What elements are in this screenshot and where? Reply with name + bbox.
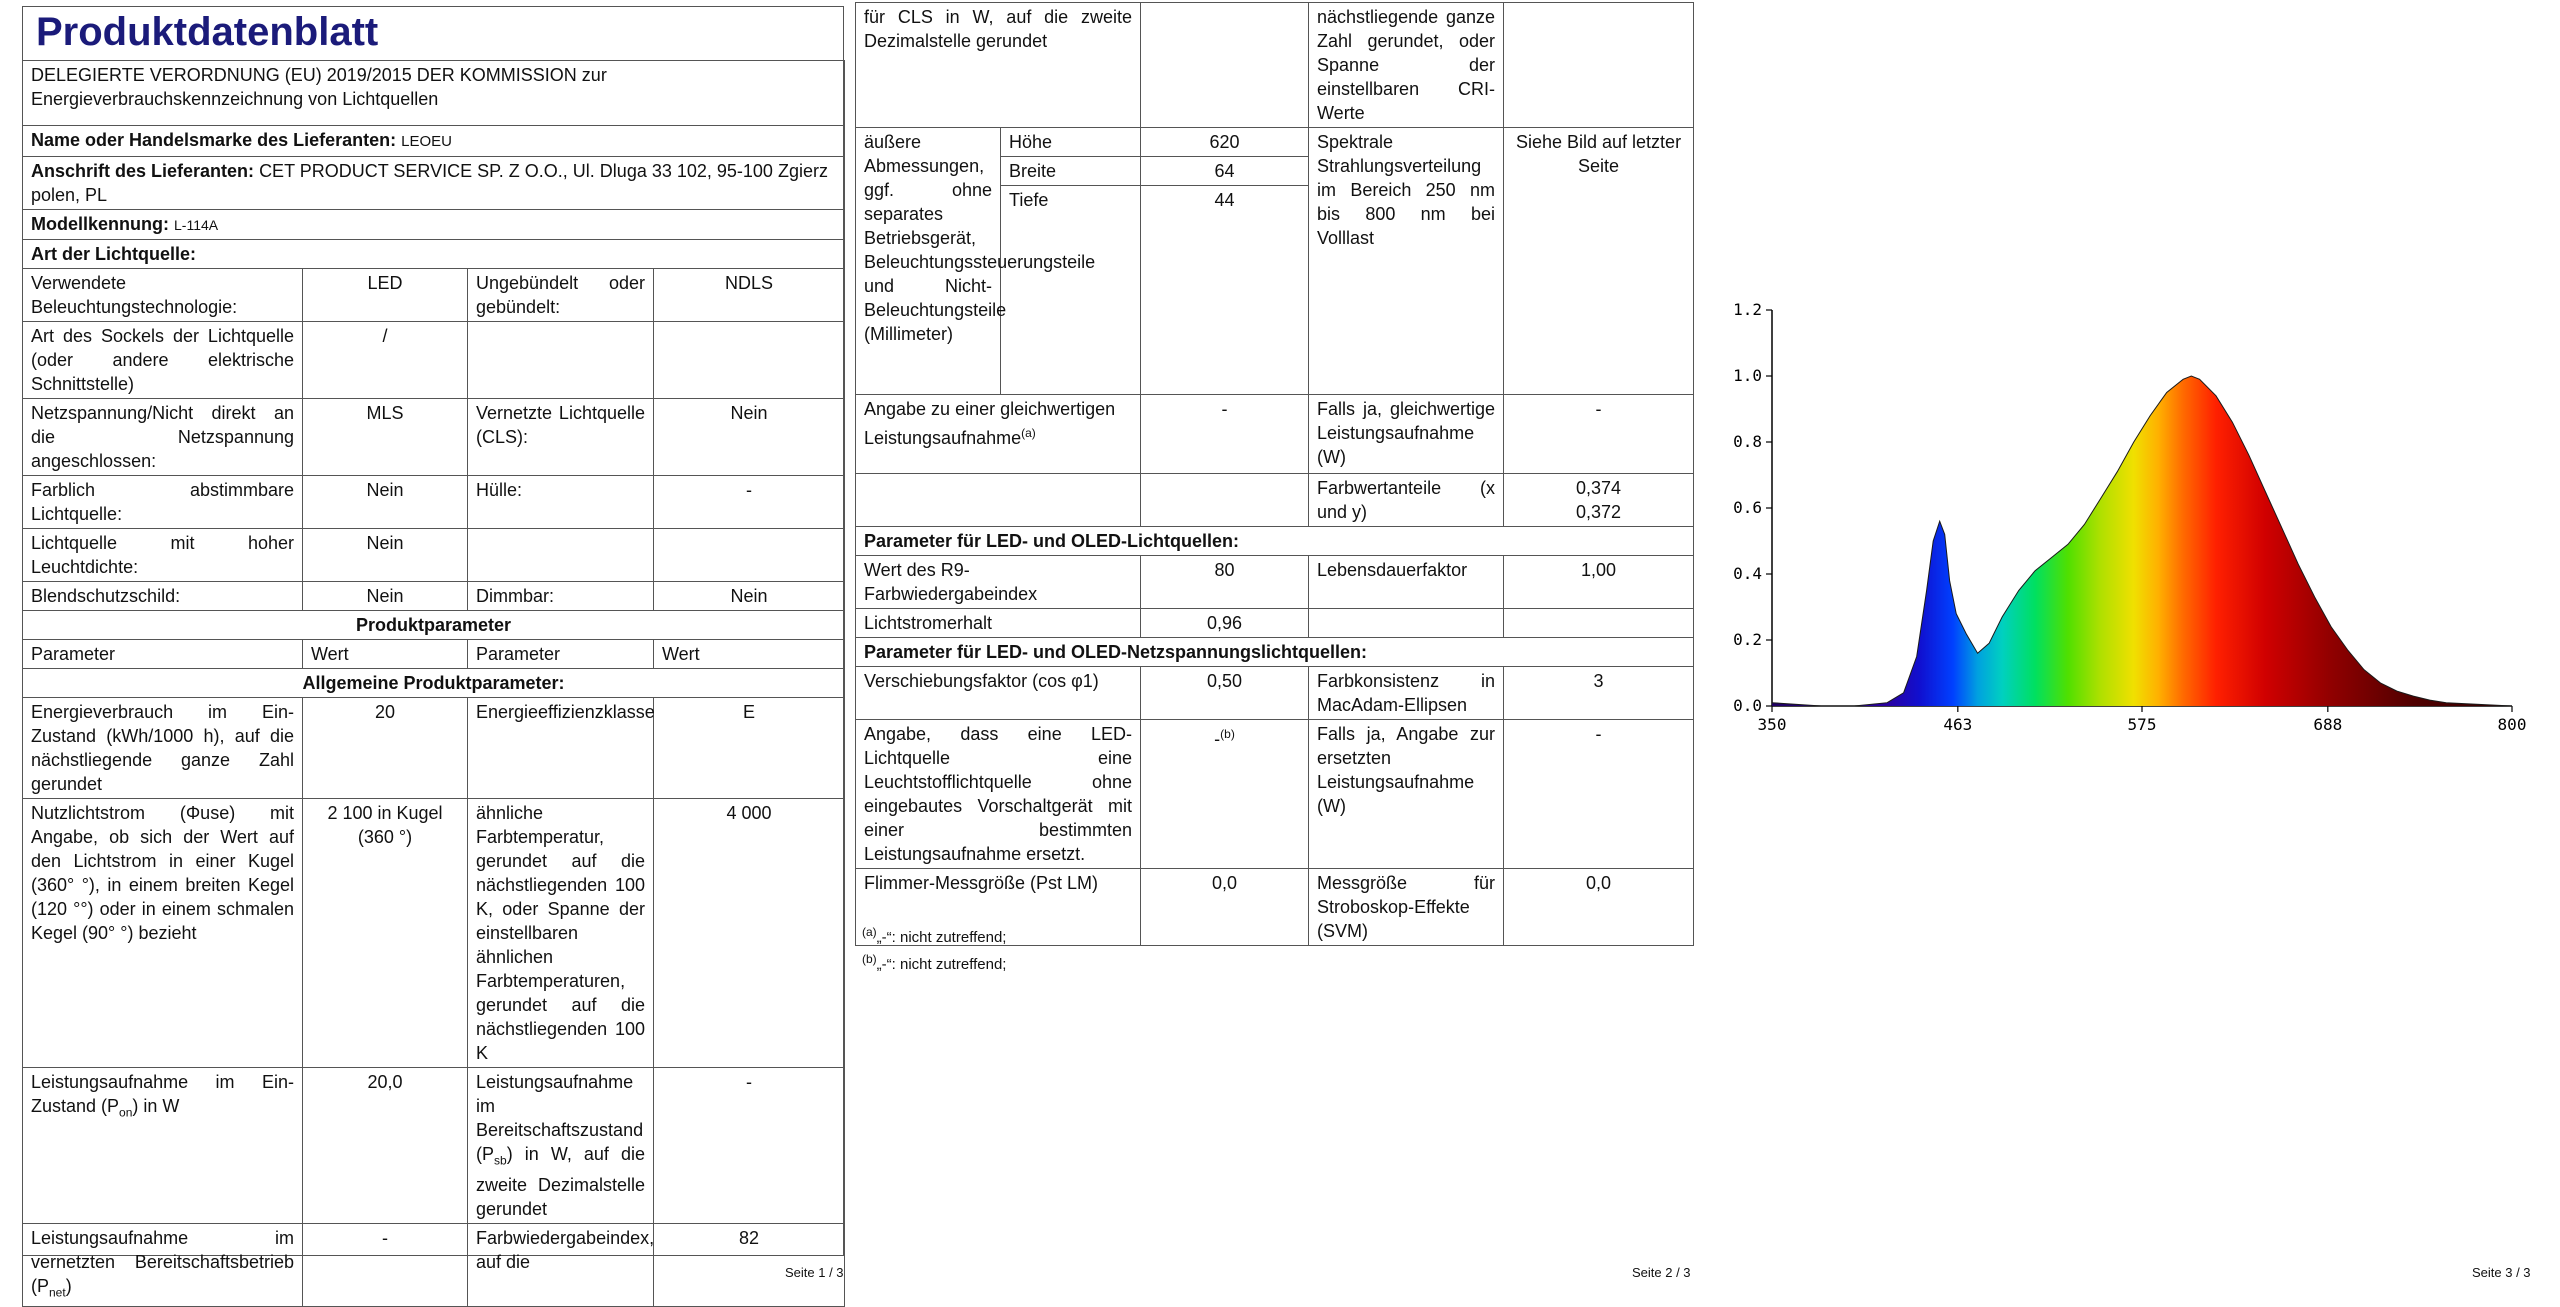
colour-tunable-value: Nein <box>303 476 468 529</box>
envelope-value: - <box>654 476 845 529</box>
pnet-label <box>23 1223 303 1307</box>
bundled-value: NDLS <box>654 269 845 322</box>
pon-subscript: on <box>119 1105 133 1120</box>
dimension-name: Höhe <box>1001 128 1141 157</box>
socket-value: / <box>303 322 468 399</box>
light-source-type-heading: Art der Lichtquelle: <box>23 240 845 269</box>
chromaticity-label: Farbwertanteile (x und y) <box>1309 474 1504 527</box>
equiv-label <box>856 395 1141 474</box>
y-tick-label: 1.2 <box>1733 300 1762 319</box>
colour-consistency-label: Farbkonsistenz in MacAdam-Ellipsen <box>1309 667 1504 720</box>
dimension-name: Tiefe <box>1001 186 1141 395</box>
page-3 <box>1700 0 2560 1280</box>
y-tick-label: 0.4 <box>1733 564 1762 583</box>
equiv-value: - <box>1141 395 1309 474</box>
empty-cell <box>1309 609 1504 638</box>
datasheet-table-1 <box>22 60 845 1307</box>
chromaticity-y: 0,372 <box>1575 502 1622 522</box>
footnote-a-text: „-“: nicht zutreffend; <box>876 929 1007 946</box>
svm-value: 0,0 <box>1504 869 1694 946</box>
replaced-power-label: Falls ja, Angabe zur ersetzten Leistungsaufnahme (W) <box>1309 720 1504 869</box>
dimmable-value: Nein <box>654 582 845 611</box>
colour-tunable-label: Farblich abstimmbare Lichtquelle: <box>23 476 303 529</box>
page-title: Produktdatenblatt <box>36 10 379 54</box>
replacement-claim-value <box>1141 720 1309 869</box>
socket-label: Art des Sockels der Lichtquelle (oder andere elektrische Schnittstelle) <box>23 322 303 399</box>
colour-consistency-value: 3 <box>1504 667 1694 720</box>
flux-label: Nutzlichtstrom (Φuse) mit Angabe, ob sich der Wert auf den Lichtstrom in einer Kugel (360° °), in einem breiten Kegel (120 °°) oder in einem schmalen Kegel (90° °) bezieht <box>23 799 303 1068</box>
empty-cell <box>1141 3 1309 128</box>
x-tick-label: 800 <box>2497 715 2527 734</box>
y-tick-label: 0.0 <box>1733 696 1762 715</box>
cri-value: 82 <box>654 1223 845 1307</box>
page-number: Seite 1 / 3 <box>785 1265 844 1280</box>
spectral-distribution-chart <box>1700 0 2560 760</box>
x-tick-label: 688 <box>2313 715 2343 734</box>
pnet-value: - <box>303 1223 468 1307</box>
replacement-claim-label: Angabe, dass eine LED-Lichtquelle eine Leuchtstofflichtquelle ohne eingebautes Vorschaltgerät mit einer bestimmten Leistungsaufnahme ersetzt. <box>856 720 1141 869</box>
product-params-heading: Produktparameter <box>23 611 845 640</box>
replacement-claim-dash: - <box>1214 729 1221 749</box>
footnote-b-mark: (b) <box>862 952 877 966</box>
model-row <box>23 210 845 240</box>
replacement-footnote-mark: (b) <box>1220 727 1235 741</box>
dimension-value: 44 <box>1141 186 1309 395</box>
x-tick-label: 463 <box>1943 715 1973 734</box>
svm-label: Messgröße für Stroboskop-Effekte (SVM) <box>1309 869 1504 946</box>
flicker-label: Flimmer-Messgröße (Pst LM) <box>856 869 1141 946</box>
equiv-footnote-mark: (a) <box>1021 426 1036 440</box>
r9-value: 80 <box>1141 556 1309 609</box>
empty-cell <box>1504 3 1694 128</box>
empty-cell <box>468 322 654 399</box>
spd-label: Spektrale Strahlungsverteilung im Bereich 250 nm bis 800 nm bei Volllast <box>1309 128 1504 395</box>
envelope-label: Hülle: <box>468 476 654 529</box>
equiv-power-label: Falls ja, gleichwertige Leistungsaufnahme (W) <box>1309 395 1504 474</box>
page-2 <box>850 0 1700 1280</box>
replaced-power-value: - <box>1504 720 1694 869</box>
psb-label-text: Leistungsaufnahme im Bereitschaftszustand (P <box>476 1072 644 1164</box>
efficiency-class-value: E <box>654 698 845 799</box>
model-label: Modellkennung: <box>31 214 169 234</box>
pon-value: 20,0 <box>303 1068 468 1224</box>
energy-on-value: 20 <box>303 698 468 799</box>
lumen-maintenance-label: Lichtstromerhalt <box>856 609 1141 638</box>
cls-value: Nein <box>654 399 845 476</box>
footnote-a <box>862 925 1006 946</box>
supplier-address-value: CET PRODUCT SERVICE SP. Z O.O., Ul. Dluga 33 102, 95-100 Zgierz polen, PL <box>31 161 828 205</box>
glare-label: Blendschutzschild: <box>23 582 303 611</box>
tech-value: LED <box>303 269 468 322</box>
mains-label: Netzspannung/Nicht direkt an die Netzspannung angeschlossen: <box>23 399 303 476</box>
model-value: L-114A <box>174 217 219 233</box>
supplier-address-label: Anschrift des Lieferanten: <box>31 161 255 181</box>
survival-factor-label: Lebensdauerfaktor <box>1309 556 1504 609</box>
y-tick-label: 1.0 <box>1733 366 1762 385</box>
psb-label-text-end: ) in W, auf die zweite Dezimalstelle gerundet <box>476 1144 645 1219</box>
continued-left-text: für CLS in W, auf die zweite Dezimalstelle gerundet <box>856 3 1141 128</box>
page-number: Seite 2 / 3 <box>1632 1265 1691 1280</box>
psb-subscript: sb <box>494 1153 507 1168</box>
supplier-name-label: Name oder Handelsmarke des Lieferanten: <box>31 130 397 150</box>
led-params-heading: Parameter für LED- und OLED-Lichtquellen: <box>856 527 1694 556</box>
spectrum-area <box>1772 376 2512 706</box>
empty-cell <box>1504 609 1694 638</box>
flux-value: 2 100 in Kugel (360 °) <box>303 799 468 1068</box>
bundled-label: Ungebündelt oder gebündelt: <box>468 269 654 322</box>
psb-value: - <box>654 1068 845 1224</box>
equiv-label-text: Angabe zu einer gleichwertigen Leistungsaufnahme <box>864 399 1116 448</box>
chromaticity-value <box>1504 474 1694 527</box>
general-params-heading: Allgemeine Produktparameter: <box>23 669 845 698</box>
chart-plot-area <box>1733 300 2526 734</box>
footnote-a-mark: (a) <box>862 925 877 939</box>
footnote-b-text: „-“: nicht zutreffend; <box>876 956 1007 973</box>
displacement-factor-label: Verschiebungsfaktor (cos φ1) <box>856 667 1141 720</box>
supplier-name-row <box>23 126 845 157</box>
cls-label: Vernetzte Lichtquelle (CLS): <box>468 399 654 476</box>
datasheet-table-2 <box>855 2 1694 946</box>
dimension-value: 620 <box>1141 128 1309 157</box>
y-tick-label: 0.8 <box>1733 432 1762 451</box>
tech-label: Verwendete Beleuchtungstechnologie: <box>23 269 303 322</box>
displacement-factor-value: 0,50 <box>1141 667 1309 720</box>
chromaticity-x: 0,374 <box>1575 478 1622 498</box>
empty-cell <box>1141 474 1309 527</box>
r9-label: Wert des R9-Farbwiedergabeindex <box>856 556 1141 609</box>
spd-value: Siehe Bild auf letzter Seite <box>1504 128 1694 395</box>
survival-factor-value: 1,00 <box>1504 556 1694 609</box>
page-number: Seite 3 / 3 <box>2472 1265 2531 1280</box>
pnet-label-text: Leistungsaufnahme im vernetzten Bereitschaftsbetrieb (P <box>31 1227 294 1296</box>
col-header-param: Parameter <box>468 640 654 669</box>
mains-value: MLS <box>303 399 468 476</box>
efficiency-class-label: Energieeffizienzklasse <box>468 698 654 799</box>
footnote-b <box>862 952 1006 973</box>
y-tick-label: 0.2 <box>1733 630 1762 649</box>
empty-cell <box>468 529 654 582</box>
pnet-label-text-end: ) <box>65 1275 72 1296</box>
x-tick-label: 575 <box>2127 715 2157 734</box>
col-header-param: Parameter <box>23 640 303 669</box>
dimmable-label: Dimmbar: <box>468 582 654 611</box>
energy-on-label: Energieverbrauch im Ein-Zustand (kWh/1000 h), auf die nächstliegende ganze Zahl gerundet <box>23 698 303 799</box>
high-luminance-label: Lichtquelle mit hoher Leuchtdichte: <box>23 529 303 582</box>
high-luminance-value: Nein <box>303 529 468 582</box>
page-1 <box>0 0 850 1300</box>
cri-label: Farbwiedergabeindex, auf die <box>468 1223 654 1307</box>
cct-label: ähnliche Farbtemperatur, gerundet auf die nächstliegenden 100 K, oder Spanne der einstellbaren ähnlichen Farbtemperaturen, gerundet auf die nächstliegenden 100 K <box>468 799 654 1068</box>
psb-label <box>468 1068 654 1224</box>
dimension-name: Breite <box>1001 157 1141 186</box>
flicker-value: 0,0 <box>1141 869 1309 946</box>
continued-right-text: nächstliegende ganze Zahl gerundet, oder Spanne der einstellbaren CRI-Werte <box>1309 3 1504 128</box>
regulation-text: DELEGIERTE VERORDNUNG (EU) 2019/2015 DER KOMMISSION zur Energieverbrauchskennzeichnung von Lichtquellen <box>23 61 845 126</box>
pon-label-text: Leistungsaufnahme im Ein-Zustand (P <box>31 1072 294 1116</box>
lumen-maintenance-value: 0,96 <box>1141 609 1309 638</box>
led-mains-params-heading: Parameter für LED- und OLED-Netzspannungslichtquellen: <box>856 638 1694 667</box>
cct-value: 4 000 <box>654 799 845 1068</box>
x-tick-label: 350 <box>1757 715 1787 734</box>
glare-value: Nein <box>303 582 468 611</box>
supplier-name-value: LEOEU <box>401 133 453 150</box>
pnet-subscript: net <box>49 1285 66 1300</box>
equiv-power-value: - <box>1504 395 1694 474</box>
dimensions-label: äußere Abmessungen, ggf. ohne separates Betriebsgerät, Beleuchtungssteuerungsteile und Nicht-Beleuchtungsteile (Millimeter) <box>856 128 1001 395</box>
empty-cell <box>856 474 1141 527</box>
dimension-value: 64 <box>1141 157 1309 186</box>
supplier-address-row <box>23 157 845 210</box>
pon-label <box>23 1068 303 1224</box>
col-header-value: Wert <box>303 640 468 669</box>
empty-cell <box>654 322 845 399</box>
pon-label-text-end: ) in W <box>132 1096 180 1116</box>
y-tick-label: 0.6 <box>1733 498 1762 517</box>
col-header-value: Wert <box>654 640 845 669</box>
empty-cell <box>654 529 845 582</box>
